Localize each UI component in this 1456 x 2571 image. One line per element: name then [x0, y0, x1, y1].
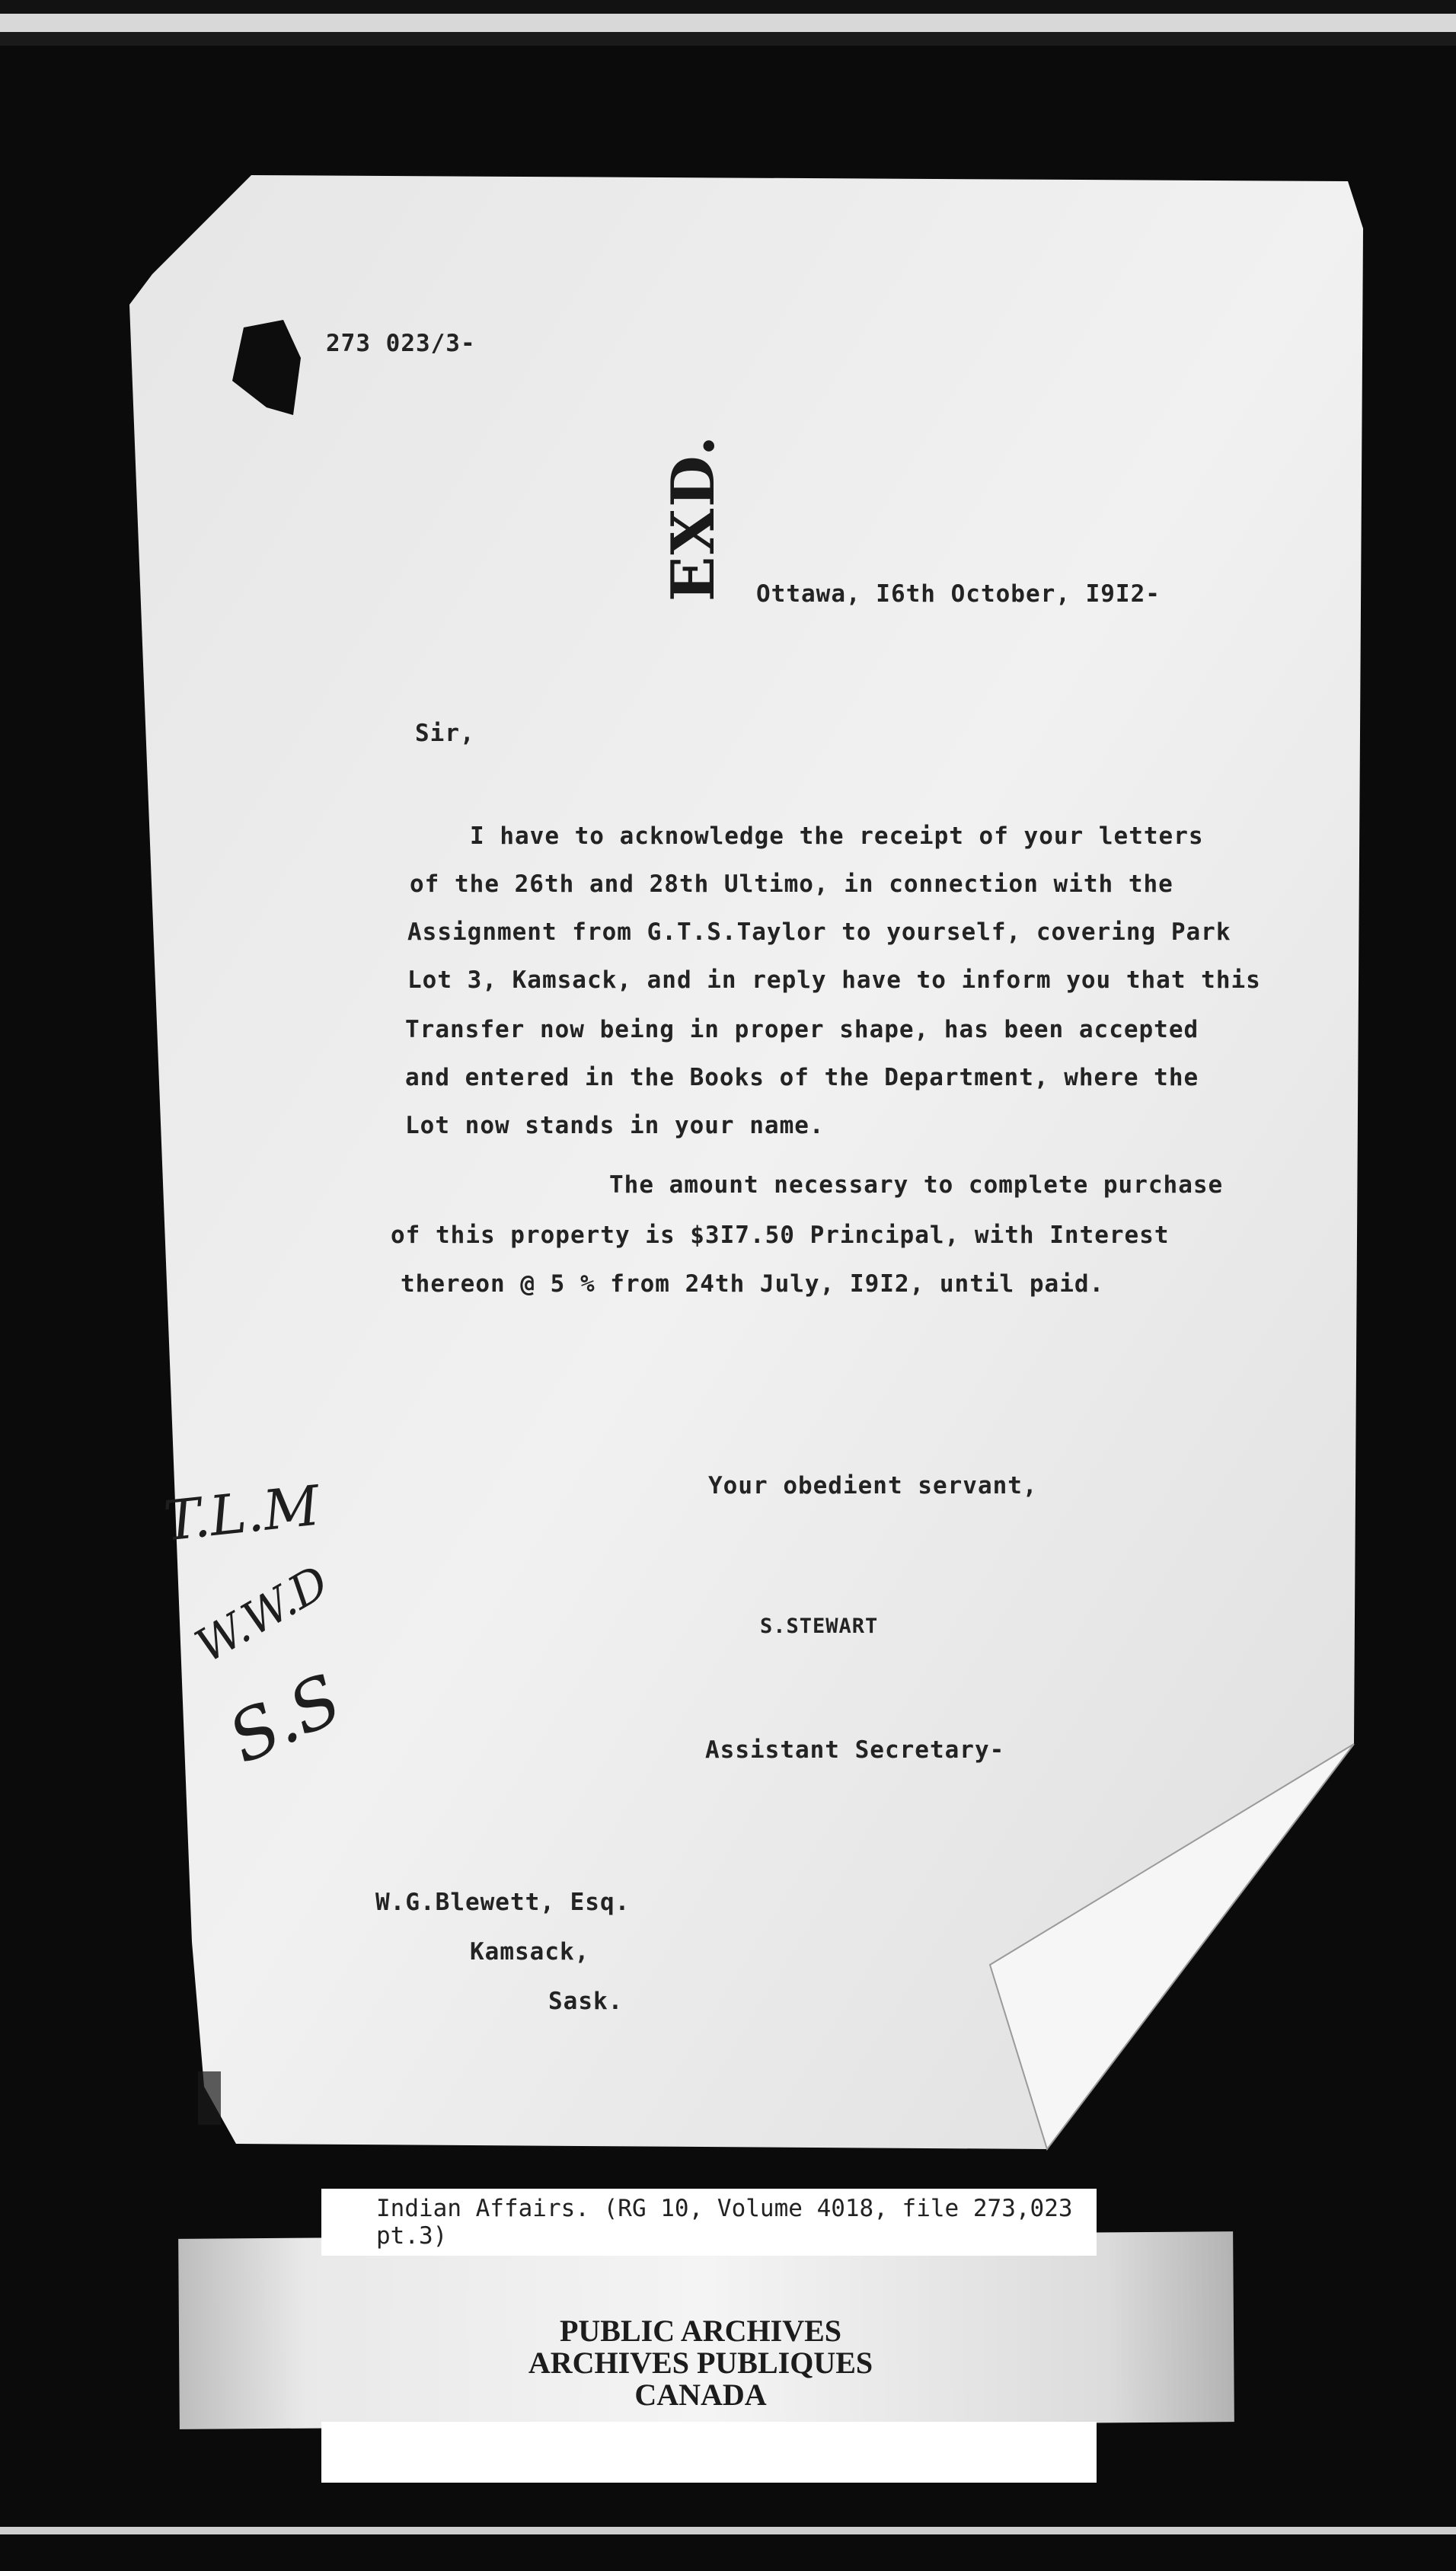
body-line: The amount necessary to complete purchase [609, 1171, 1224, 1199]
salutation: Sir, [415, 720, 475, 747]
address-line: W.G.Blewett, Esq. [375, 1889, 631, 1916]
signature: S.STEWART [760, 1614, 879, 1638]
archive-stamp [472, 2315, 929, 2411]
initial: T.L.M [161, 1473, 323, 1554]
film-bottom-edge [0, 2527, 1456, 2534]
file-reference: 273 023/3- [326, 330, 476, 357]
archive-stamp-line: PUBLIC ARCHIVES [559, 2314, 842, 2348]
archive-reference-label [321, 2189, 1097, 2256]
body-line: of the 26th and 28th Ultimo, in connection with the [410, 870, 1173, 898]
archive-stamp-line: ARCHIVES PUBLIQUES [528, 2346, 873, 2380]
closing: Your obedient servant, [708, 1472, 1038, 1499]
archive-stamp-line: CANADA [634, 2378, 767, 2412]
body-line: Assignment from G.T.S.Taylor to yourself, covering Park [407, 918, 1231, 946]
address-line: Kamsack, [470, 1938, 590, 1966]
signatory-title: Assistant Secretary- [705, 1736, 1005, 1764]
body-line: Lot now stands in your name. [405, 1112, 825, 1139]
body-line: and entered in the Books of the Department, where the [405, 1064, 1199, 1091]
exd-stamp: EXD. [658, 434, 728, 602]
body-line: Lot 3, Kamsack, and in reply have to inform you that this [407, 966, 1261, 994]
initial: W.W.D [187, 1555, 338, 1674]
address-line: Sask. [548, 1988, 624, 2015]
initial: S.S [216, 1659, 353, 1780]
archive-reference: Indian Affairs. (RG 10, Volume 4018, file 273,023 pt.3) [376, 2195, 1073, 2250]
place-date: Ottawa, I6th October, I9I2- [756, 580, 1161, 608]
body-line: thereon @ 5 % from 24th July, I9I2, until paid. [401, 1270, 1105, 1298]
body-line: Transfer now being in proper shape, has been accepted [405, 1016, 1199, 1043]
archive-label-bottom [321, 2422, 1097, 2483]
body-line: I have to acknowledge the receipt of your letters [470, 822, 1204, 850]
body-line: of this property is $3I7.50 Principal, with Interest [391, 1222, 1170, 1249]
